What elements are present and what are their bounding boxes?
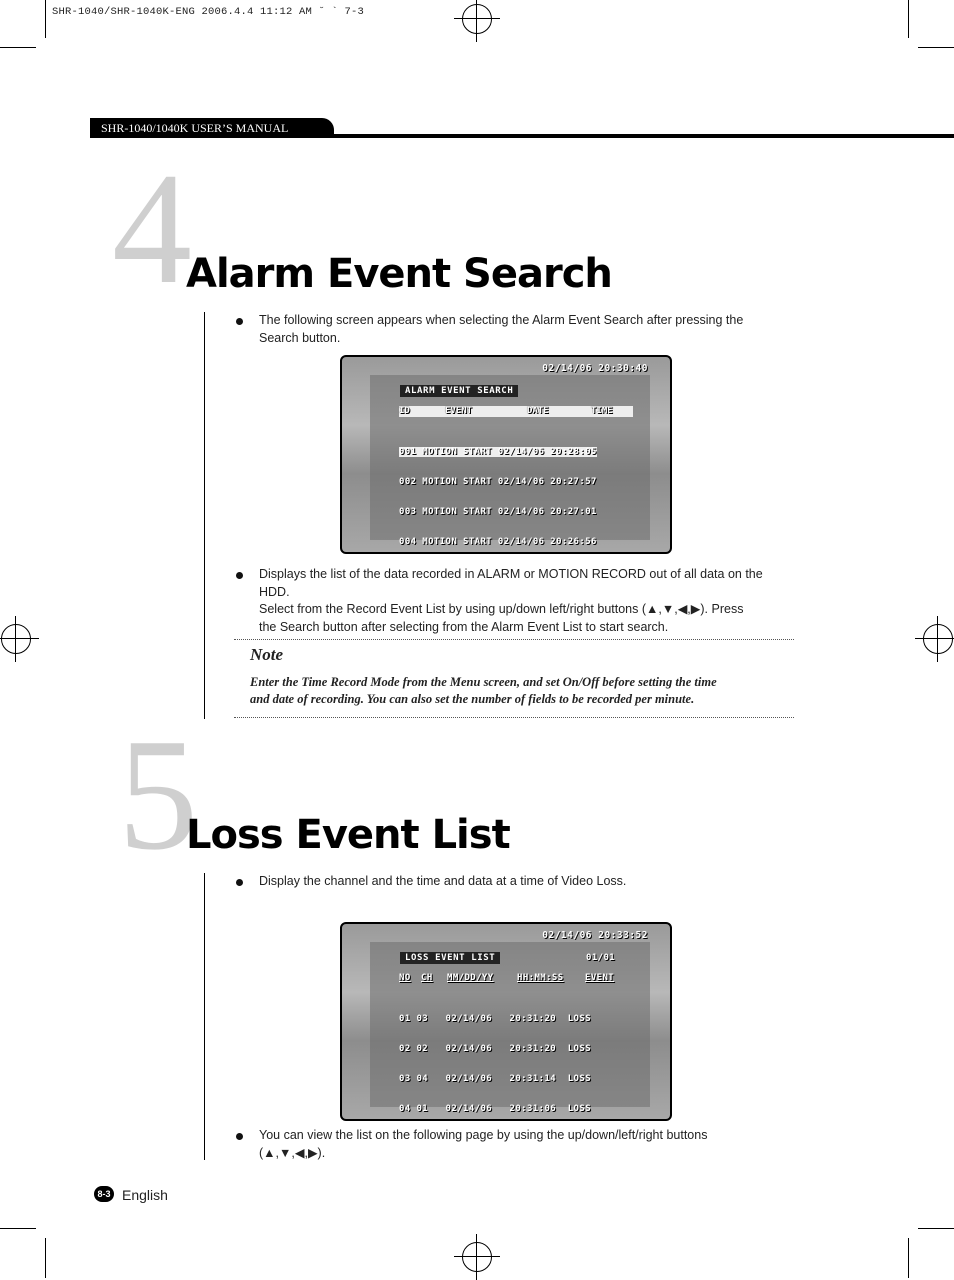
osd-loss-list [399,994,591,1121]
osd-row[interactable]: 002 MOTION START 02/14/06 20:27:57 [399,477,597,487]
crop-mark [45,0,46,38]
alarm-event-search-screen [340,355,672,554]
print-slug: SHR-1040/SHR-1040K-ENG 2006.4.4 11:12 AM ˘ ` 7-3 [52,6,365,18]
osd-row[interactable]: 003 MOTION START 02/14/06 20:27:01 [399,507,597,517]
note-line: Enter the Time Record Mode from the Menu screen, and set On/Off before setting the time [250,675,717,689]
registration-mark-icon [462,4,492,34]
crop-mark [918,1228,954,1229]
description-line: Select from the Record Event List by using up/down left/right buttons (▲,▼,◀,▶). Press [259,602,744,616]
note-title: Note [250,645,284,664]
registration-mark-icon [1,624,31,654]
note-top-divider [234,639,794,640]
registration-mark-icon [923,624,953,654]
osd-page-indicator: 01/01 [586,953,616,963]
bullet-icon [236,318,243,325]
osd-column-no: NO [399,973,411,983]
note-text [250,674,790,708]
manual-header-tab [90,118,334,138]
crop-mark [908,0,909,38]
osd-column-event: EVENT [445,406,473,416]
section-4-title: Alarm Event Search [186,251,612,297]
osd-clock: 02/14/06 20:33:52 [542,930,648,941]
osd-column-date: DATE [527,406,549,416]
osd-row-selected[interactable]: 001 MOTION START 02/14/06 20:28:05 [399,447,597,457]
description-line: Displays the list of the data recorded in ALARM or MOTION RECORD out of all data on the [259,567,763,581]
section-5-intro: Display the channel and the time and data at a time of Video Loss. [259,874,627,888]
footer-text-line: (▲,▼,◀,▶). [259,1145,326,1160]
osd-title: LOSS EVENT LIST [400,952,500,964]
osd-row[interactable]: 02 02 02/14/06 20:31:20 LOSS [399,1044,592,1054]
description-line: the Search button after selecting from the Alarm Event List to start search. [259,619,669,634]
page-number-badge: 8-3 [94,1186,114,1202]
manual-title: SHR-1040/1040K USER’S MANUAL [101,121,289,135]
crop-mark [45,1238,46,1278]
osd-column-time: TIME [591,406,613,416]
osd-column-time: HH:MM:SS [517,973,564,983]
osd-column-header [399,973,633,984]
crop-mark [0,1228,36,1229]
osd-column-ch: CH [421,973,433,983]
registration-mark-icon [462,1242,492,1272]
header-rule [334,134,954,138]
section-5-rule [204,873,205,1160]
osd-column-header [399,406,633,417]
section-4-number: 4 [112,139,192,317]
description-line: HDD. [259,584,290,599]
section-4-rule [204,312,205,719]
bullet-icon [236,879,243,886]
section-5-footer-text [259,1127,784,1162]
osd-column-event: EVENT [585,973,615,983]
osd-column-id: ID [399,406,410,416]
osd-row[interactable]: 004 MOTION START 02/14/06 20:26:56 [399,537,597,547]
section-4-description [259,566,799,636]
crop-mark [918,47,954,48]
osd-column-date: MM/DD/YY [447,973,494,983]
language-label: English [122,1187,168,1203]
osd-title: ALARM EVENT SEARCH [400,385,518,397]
osd-row[interactable]: 04 01 02/14/06 20:31:06 LOSS [399,1104,592,1114]
crop-mark [0,47,36,48]
bullet-icon [236,572,243,579]
bullet-icon [236,1133,243,1140]
osd-clock: 02/14/06 20:30:40 [542,363,648,374]
osd-event-list [399,427,597,554]
osd-row[interactable]: 03 04 02/14/06 20:31:14 LOSS [399,1074,592,1084]
osd-row[interactable]: 01 03 02/14/06 20:31:20 LOSS [399,1014,592,1024]
note-line: and date of recording. You can also set the number of fields to be recorded per minute. [250,692,695,706]
section-4-intro: The following screen appears when selecting the Alarm Event Search after pressing the Search button. [259,313,744,345]
section-5-title: Loss Event List [186,812,510,858]
section-5-number: 5 [118,705,198,883]
footer-text-line: You can view the list on the following page by using the up/down/left/right buttons [259,1128,708,1142]
crop-mark [908,1238,909,1278]
note-bottom-divider [234,717,794,718]
loss-event-list-screen [340,922,672,1121]
